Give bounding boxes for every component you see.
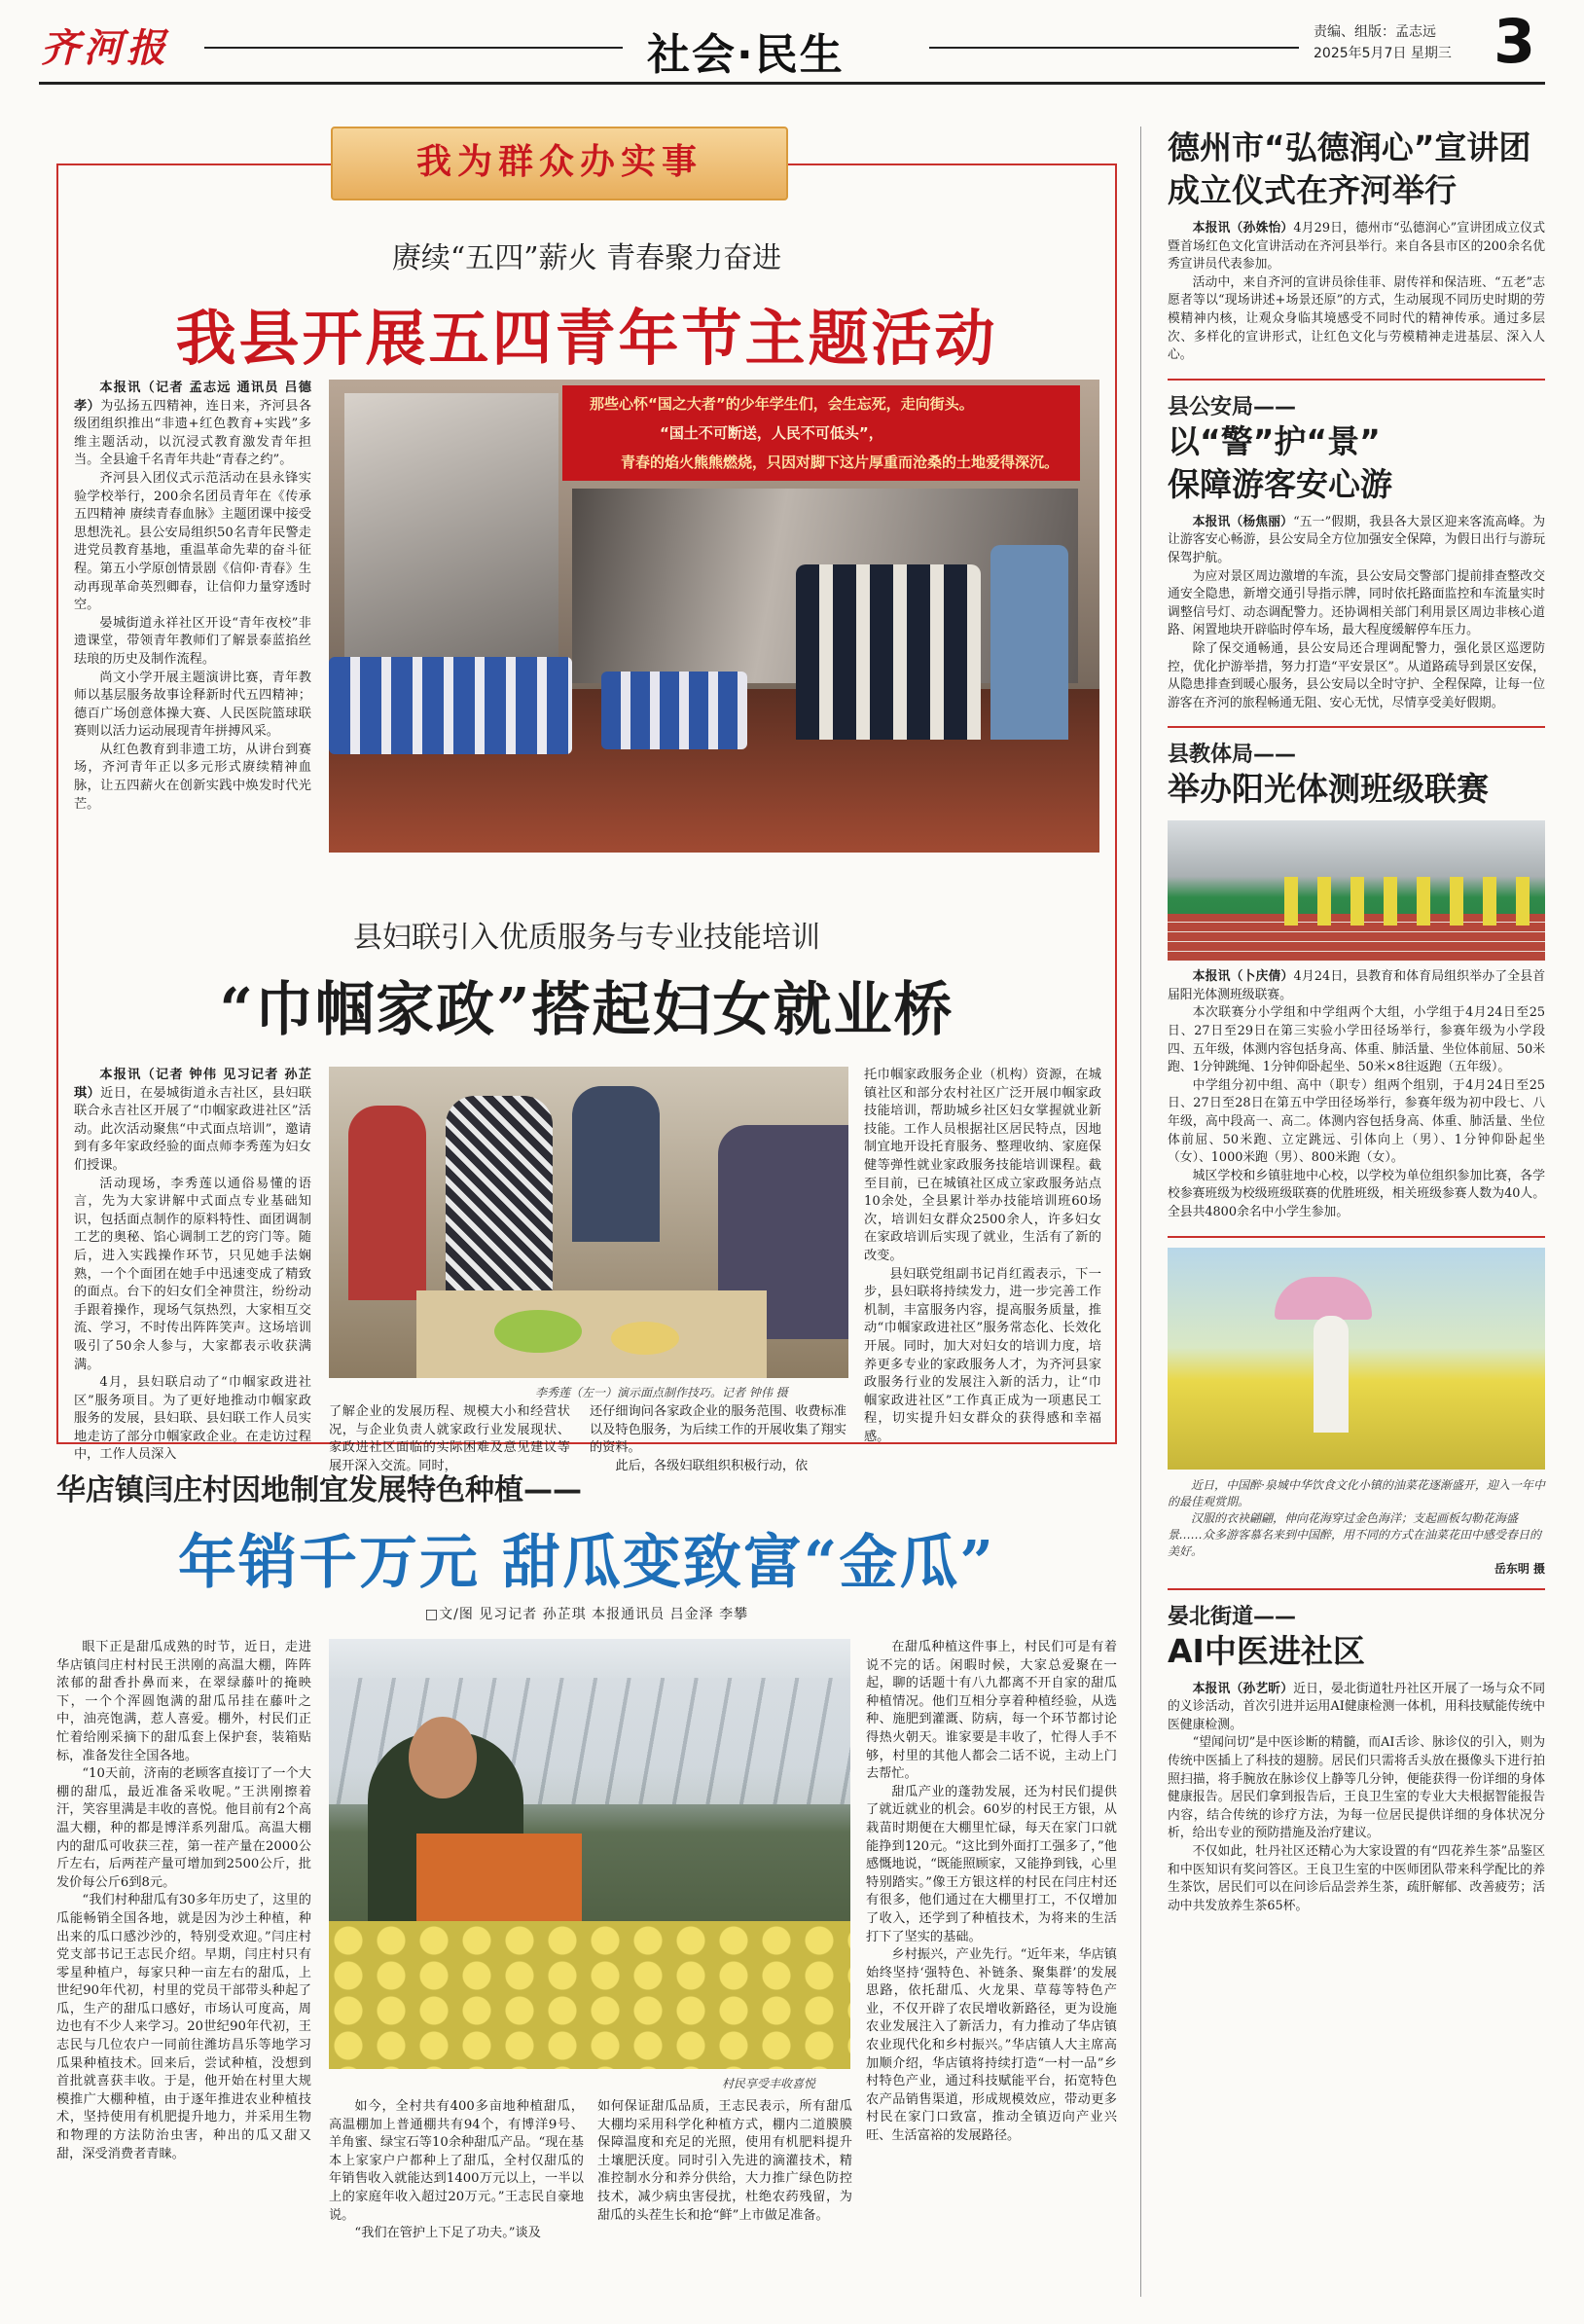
women-headline: “巾帼家政”搭起妇女就业桥 [219,976,954,1044]
s3-text: 4月24日，县教育和体育局组织举办了全县首届阳光体测班级联赛。 [1168,969,1545,1002]
women-para: 活动现场，李秀莲以通俗易懂的语言，先为大家讲解中式面点专业基础知识，包括面点制作的原料特性、面团调制工艺的奥秘、馅心调制工艺的窍门等。随后，进入实践操作环节，只见她手法娴熟，一个个面团在她手中迅速变成了精致的面点。台下的妇女们全神贯注，纷纷动手跟着操作，现场气氛热烈，大家相互交流、学习，不时传出阵阵笑声。这场培训吸引了50余人参与，大家都表示收获满满。 [74,1176,311,1372]
header-rule-right [929,47,1299,49]
melon-para: 在甜瓜种植这件事上，村民们可是有着说不完的话。闲暇时候，大家总爱聚在一起，聊的话题十有八九都离不开自家的甜瓜种植情况。他们互相分享着种植经验，从选种、施肥到灌溉、防病，每一个环节都讨论得热火朝天。谁家要是丰收了，忙得人手不够，村里的其他人都会二话不说，主动上门去帮忙。 [866,1640,1117,1782]
instructor-figure [348,1106,426,1300]
melon-photo-caption: 村民享受丰收喜悦 [722,2077,816,2090]
women-col3 [590,1403,846,1475]
runners [1284,877,1537,926]
apron-figure [446,1096,553,1310]
sidebar-separator [1168,1236,1545,1238]
s3-text: 本次联赛分小学组和中学组两个大组，小学组于4月24日至25日、27日至29日在第三实验小学田径场举行，参赛年级为小学段四、五年级，体测内容包括身高、体重、肺活量、坐位体前屈、50米跑、1分钟跳绳、1分钟仰卧起坐、50米×8往返跑（五年级）。 [1168,1005,1545,1075]
women-para: 4月，县妇联启动了“巾帼家政进社区”服务项目。为了更好地推动巾帼家政服务的发展，县妇联、县妇联工作人员实地走访了部分巾帼家政企业。在走访过程中，工作人员深入 [74,1375,311,1463]
feature-byline: 本报讯（记者 孟志远 通讯员 吕德孝） [74,381,311,414]
performers [796,564,981,740]
melon-crates [329,1921,850,2069]
feature-headline: 我县开展五四青年节主题活动 [175,303,998,374]
feature-para: 从红色教育到非遗工坊，从讲台到赛场，齐河青年正以多元形式赓续精神血脉，让五四薪火在创新实践中焕发时代光芒。 [74,742,311,812]
melon-byline: □文/图 见习记者 孙芷琪 本报通讯员 吕金泽 李攀 [424,1607,749,1622]
women-photo-caption: 李秀莲（左一）演示面点制作技巧。记者 钟伟 摄 [535,1386,788,1399]
s1-text: 4月29日，德州市“弘德润心”宣讲团成立仪式暨首场红色文化宣讲活动在齐河县举行。来自各县市区的200余名优秀宣讲员代表参加。 [1168,221,1545,272]
flower-caption: 近日，中国醉·泉城中华饮食文化小镇的油菜花逐渐盛开，迎入一年中的最佳观赏期。 [1168,1477,1545,1508]
s1-text: 活动中，来自齐河的宣讲员徐佳菲、尉传祥和保洁班、“五老”志愿者等以“现场讲述+场景还原”的方式，生动展现不同历史时期的劳模精神内核，让观众身临其境感受不同时代的精神传承。通过多层次、多样化的宣讲形式，让红色文化与劳模精神走进基层、深入人心。 [1168,274,1545,363]
melon-para: 乡村振兴，产业先行。“近年来，华店镇始终坚持‘强特色、补链条、聚集群’的发展思路，依托甜瓜、火龙果、草莓等特色产业，不仅开辟了农民增收新路径，更为设施农业发展注入了新活力，有力推动了华店镇农业现代化和乡村振兴。”华店镇人大主席高加顺介绍，华店镇将持续打造“一村一品”乡村特色产业，通过科技赋能平台，拓宽特色农产品销售渠道，形成规模效应，带动更多村民在家门口致富，推动全镇迈向产业兴旺、生活富裕的发展路径。 [866,1947,1117,2144]
melon-para: 如今，全村共有400多亩地种植甜瓜，高温棚加上普通棚共有94个，有博洋9号、羊角蜜、绿宝石等10余种甜瓜产品。“现在基本上家家户户都种上了甜瓜，全村仅甜瓜的年销售收入就能达到1400万元以上，一半以上的家庭年收入超过20万元。”王志民自豪地说。 [329,2099,584,2223]
track-photo [1168,820,1545,961]
s3-headline: 举办阳光体测班级联赛 [1168,770,1489,809]
s4-text: 近日，晏北街道牡丹社区开展了一场与众不同的义诊活动，首次引进并运用AI健康检测一体机，用科技赋能传统中医健康检测。 [1168,1681,1546,1732]
women-kicker: 县妇联引入优质服务与专业技能培训 [353,921,820,955]
s3-text: 城区学校和乡镇驻地中心校，以学校为单位组织参加比赛，各学校参赛班级为校级班级联赛的优胜班级，相关班级参赛人数为40人。全县共4800余名中小学生参加。 [1168,1168,1545,1219]
section-title: 社会·民生 [647,30,845,80]
umbrella [1275,1277,1372,1320]
banner-text: 我为群众办实事 [415,142,702,182]
s2-text: 为应对景区周边激增的车流，县公安局交警部门提前排查整改交通安全隐患，新增交通引导指示牌，同时依托路面监控和车流量实时调整信号灯、动态调配警力。还协调相关部门利用景区周边非核心道路、闲置地块开辟临时停车场，最大程度缓解停车压力。 [1168,568,1545,638]
slide-text: 青春的焰火熊熊燃烧，只因对脚下这片厚重而沧桑的土地爱得深沉。 [621,454,1060,471]
s2-byline: 本报讯（杨焦丽） [1192,514,1294,529]
women-para: 还仔细询问各家政企业的服务范围、收费标准以及特色服务，为后续工作的开展收集了翔实的资料。 [590,1404,846,1456]
melon-col1 [56,1639,311,2163]
s3-kicker: 县教体局—— [1168,743,1297,768]
column-divider [1140,127,1141,2297]
women-col1 [74,1067,311,1465]
women-para: 此后，各级妇联组织积极行动，依 [615,1458,809,1473]
performer-robe [990,545,1068,740]
sidebar-separator [1168,1588,1545,1590]
s2-text: “五一”假期，我县各大景区迎来客流高峰。为让游客安心畅游，县公安局全方位加强安全保障，为假日出行与游玩保驾护航。 [1168,514,1545,565]
feature-body [74,380,311,814]
s3-text: 中学组分初中组、高中（职专）组两个组别，于4月24日至25日、27日至28日在第五中学田径场举行，参赛年级为初中段七、八年级，高中段高一、高二。体测内容包括身高、体重、肺活量、坐位体前屈、50米跑、立定跳远、引体向上（男）、1分钟仰卧起坐（女）、1000米跑（男）、800米跑（女）。 [1168,1077,1545,1166]
editor-credit: 责编、组版：孟志远 [1314,24,1436,40]
masthead-divider [39,82,1545,85]
sidebar-separator [1168,726,1545,728]
s3-byline: 本报讯（卜庆倩） [1192,969,1294,985]
feature-kicker: 赓续“五四”薪火 青春聚力奋进 [391,241,782,275]
seated-students [329,657,572,754]
melon-col4 [866,1639,1117,2146]
flower-credit: 岳东明 摄 [1494,1561,1545,1576]
s4-kicker: 晏北街道—— [1168,1604,1297,1629]
header-rule-left [204,47,623,49]
dough-board [416,1290,767,1378]
s2-headline: 保障游客安心游 [1168,464,1392,503]
banner-plate [331,127,788,200]
historic-photo [344,393,558,685]
hanfu-figure [1314,1316,1349,1433]
sidebar [1168,127,1545,1915]
flower-photo [1168,1248,1545,1470]
s2-kicker: 县公安局—— [1168,394,1297,419]
melon-box [416,1834,582,1921]
s4-byline: 本报讯（孙艺昕） [1192,1681,1294,1696]
slide-text: 那些心怀“国之大者”的少年学生们，会生忘死，走向街头。 [590,395,974,413]
women-photo [329,1067,848,1378]
women-byline: 本报讯（记者 钟伟 见习记者 孙芷琪） [74,1068,311,1101]
melon-para: 眼下正是甜瓜成熟的时节，近日，走进华店镇闫庄村村民王洪刚的高温大棚，阵阵浓郁的甜香扑鼻而来，在翠绿藤叶的掩映下，一个个浑圆饱满的甜瓜吊挂在藤叶之中，油亮饱满，惹人喜爱。棚外，村民们正忙着给刚采摘下的甜瓜套上保护套，装箱贴标，准备发往全国各地。 [56,1640,311,1763]
slide-text: “国土不可断送，人民不可低头”， [660,424,883,442]
sidebar-separator [1168,379,1545,381]
farmer-face [409,1717,477,1798]
s1-headline: 成立仪式在齐河举行 [1168,171,1457,209]
melon-para: “我们村种甜瓜有30多年历史了，这里的瓜能畅销全国各地，就是因为沙土种植，种出来的瓜口感沙沙的，特别受欢迎。”闫庄村党支部书记王志民介绍。早期，闫庄村只有零星种植户，每家只种一亩左右的甜瓜，上世纪90年代初，村里的党员干部带头种起了瓜，生产的甜瓜口感好，市场认可度高，周边也有不少人来学习。20世纪90年代初，王志民与几位农户一同前往潍坊昌乐等地学习瓜果种植技术。回来后，尝试种植，没想到首批就喜获丰收。于是，他开始在村里大规模推广大棚种植，由于逐年推进农业种植技术，坚持使用有机肥提升地力，并采用生物和物理的方法防治虫害，种出的瓜又甜又甜，深受消费者青睐。 [56,1893,311,2161]
feature-para: 尚文小学开展主题演讲比赛，青年教师以基层服务故事诠释新时代五四精神；德百广场创意体操大赛、人民医院篮球联赛则以活力运动展现青年拼搏风采。 [74,670,311,740]
melon-headline: 年销千万元 甜瓜变致富“金瓜” [178,1529,995,1597]
feature-para: 为弘扬五四精神，连日来，齐河县各级团组织推出“非遗+红色教育+实践”多维主题活动，以沉浸式教育激发青年担当。全县逾千名青年共赴“青春之约”。 [74,398,312,468]
s4-headline: AI中医进社区 [1168,1631,1365,1670]
s1-headline: 德州市“弘德润心”宣讲团 [1168,128,1531,166]
s2-headline: 以“警”护“景” [1168,421,1381,460]
s4-text: 不仅如此，牡丹社区还精心为大家设置的有“四花养生茶”品鉴区和中医知识有奖问答区。王良卫生室的中医师团队带来科学配比的养生茶饮，居民们可以在问诊后品尝养生茶，疏肝解郁、改善疲劳；活动中共发放养生茶65杯。 [1168,1843,1545,1913]
newspaper-logo[interactable]: 齐河报 [41,25,169,71]
melon-col3 [597,2098,852,2225]
melon-photo [329,1639,850,2069]
page-number: 3 [1494,6,1536,77]
feature-para: 晏城街道永祥社区开设“青年夜校”非遗课堂，带领青年教师们了解景泰蓝掐丝珐琅的历史及制作流程。 [74,615,311,667]
women-para: 托巾帼家政服务企业（机构）资源，在城镇社区和部分农村社区广泛开展巾帼家政技能培训，帮助城乡社区妇女掌握就业新技能。工作人员根据社区居民特点，因地制宜地开设托育服务、整理收纳、家庭保健等弹性就业家政服务技能培训课程。截至目前，已在城镇社区成立家政服务站点10余处，全县累计举办技能培训班60场次，培训妇女群众2500余人，许多妇女在家政培训后实现了就业，生活有了新的改变。 [864,1068,1101,1263]
s4-text: “望闻问切”是中医诊断的精髓，而AI舌诊、脉诊仪的引入，则为传统中医插上了科技的翅膀。居民们只需将舌头放在摄像头下进行拍照扫描，将手腕放在脉诊仪上静等几分钟，便能获得一份详细的身体健康报告。居民们拿到报告后，王良卫生室的专业大夫根据智能报告内容，结合传统的诊疗方法，为每一位居民提供详细的身体状况分析，给出专业的预防措施及治疗建议。 [1168,1735,1545,1841]
women-para: 县妇联党组副书记肖红霞表示，下一步，县妇联将持续发力，进一步完善工作机制，丰富服务内容，提高服务质量，推动“巾帼家政进社区”服务常态化、长效化开展。同时，加大对妇女的培训力度，培养更多专业的家政服务人才，为齐河县家政服务行业的发展注入新的活力，让“巾帼家政进社区”工作真正成为一项惠民工程，切实提升妇女群众的获得感和幸福感。 [864,1266,1101,1444]
yellow-dough [611,1322,679,1355]
feature-photo [329,380,1099,853]
masthead [0,0,1584,84]
melon-col2 [329,2098,584,2243]
feature-para: 齐河县入团仪式示范活动在县永锋实验学校举行，200余名团员青年在《传承五四精神 赓续青春血脉》主题团课中接受思想洗礼。县公安局组织50名青年民警走进党员教育基地，重温革命先辈的奋斗征程。第五小学原创情景剧《信仰·青春》生动再现革命英烈卿春，让信仰力量穿透时空。 [74,470,311,613]
melon-para: 甜瓜产业的蓬勃发展，还为村民们提供了就近就业的机会。60岁的村民王方银，从栽苗时期便在大棚里忙碌，每天在家门口就能挣到120元。“这比到外面打工强多了，”他感慨地说，“既能照顾家，又能挣到钱，心里特别踏实。”像王方银这样的村民在闫庄村还有很多，他们通过在大棚里打工，不仅增加了收入，还学到了种植技术，为将来的生活打下了坚实的基础。 [866,1784,1117,1944]
melon-para: “10天前，济南的老顾客直接订了一个大棚的甜瓜，最近准备采收呢。”王洪刚擦着汗，笑容里满是丰收的喜悦。他目前有2个高温大棚，种的都是博洋系列甜瓜。高温大棚内的甜瓜可收获三茬，第一茬产量在2000公斤左右，后两茬产量可增加到2500公斤，批发价每公斤6到8元。 [56,1766,311,1890]
melon-kicker: 华店镇闫庄村因地制宜发展特色种植—— [56,1473,582,1507]
melon-para: “我们在管护上下足了功夫。”谈及 [354,2226,541,2241]
women-para: 了解企业的发展历程、规模大小和经营状况，与企业负责人就家政行业发展现状、家政进社区面临的实际困难及意见建议等展开深入交流。同时， [329,1404,570,1473]
women-col4 [864,1067,1101,1446]
onlooker-figure [572,1086,660,1242]
melon-para: 如何保证甜瓜品质，王志民表示，所有甜瓜大棚均采用科学化种植方式，棚内二道膜膜保障温度和充足的光照，使用有机肥料提升土壤肥沃度。同时引入先进的滴灌技术，精准控制水分和养分供给，大力推广绿色防控技术，减少病虫害侵扰，杜绝农药残留，为甜瓜的头茬生长和抢“鲜”上市做足准备。 [597,2099,852,2223]
s2-text: 除了保交通畅通，县公安局还合理调配警力，强化景区巡逻防控，优化护游举措，努力打造“平安景区”。从道路疏导到景区安保，从隐患排查到暖心服务，县公安局以全时守护、全程保障，让每一位游客在齐河的旅程畅通无阻、安心无忧，尽情享受美好假期。 [1168,640,1545,710]
flower-caption: 汉服的衣袂翩翩，伸向花海穿过金色海洋；支起画板勾勒花海盛景……众多游客慕名来到中国醉，用不同的方式在油菜花田中感受春日的美好。 [1168,1510,1542,1558]
women-para: 近日，在晏城街道永吉社区，县妇联联合永吉社区开展了“巾帼家政进社区”活动。此次活动聚焦“中式面点培训”，邀请到有多年家政经验的面点师李秀莲为妇女们授课。 [74,1085,312,1173]
issue-date: 2025年5月7日 星期三 [1314,46,1452,61]
s1-byline: 本报讯（孙姝怡） [1192,221,1294,236]
seated-students [601,672,747,749]
green-dough [494,1310,582,1353]
